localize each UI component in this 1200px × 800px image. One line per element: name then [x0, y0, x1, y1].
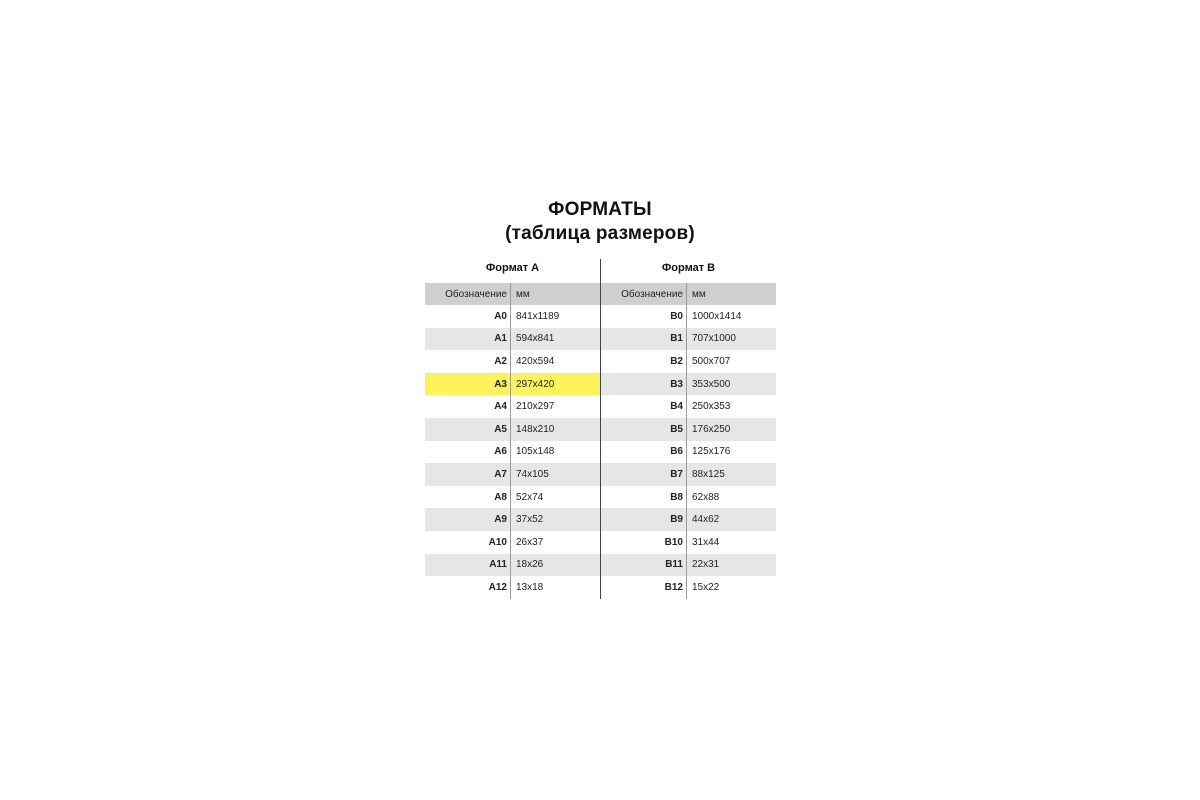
format-code: B4	[601, 395, 687, 418]
format-code: B6	[601, 441, 687, 464]
format-size: 176x250	[692, 423, 731, 435]
page-title-block	[0, 198, 1200, 246]
table-row	[601, 373, 776, 396]
format-code: B7	[601, 463, 687, 486]
table-row	[425, 305, 600, 328]
page-subtitle: (таблица размеров)	[505, 223, 695, 244]
table-row	[601, 576, 776, 599]
page-title: ФОРМАТЫ	[548, 199, 652, 220]
format-size: 841x1189	[516, 310, 560, 322]
format-code: A1	[425, 328, 511, 351]
header-size-label: мм	[692, 288, 706, 300]
table-row	[425, 350, 600, 373]
format-code: A9	[425, 508, 511, 531]
format-code: A7	[425, 463, 511, 486]
table-row	[425, 576, 600, 599]
format-code: B11	[601, 554, 687, 577]
table-row	[601, 441, 776, 464]
format-size: 52x74	[516, 491, 544, 503]
format-size: 62x88	[692, 491, 720, 503]
table-row	[425, 441, 600, 464]
table-row	[425, 554, 600, 577]
table-row	[425, 395, 600, 418]
format-size: 500x707	[692, 355, 731, 367]
format-code: B2	[601, 350, 687, 373]
format-b-title: Формат В	[661, 262, 716, 274]
header-code-label: Обозначение	[601, 283, 687, 305]
format-size: 420x594	[516, 355, 555, 367]
format-size: 594x841	[516, 333, 555, 345]
format-b-column	[601, 257, 776, 599]
table-row	[601, 508, 776, 531]
format-a-rows	[425, 305, 600, 599]
table-row	[601, 328, 776, 351]
format-code: B12	[601, 576, 687, 599]
format-size: 26x37	[516, 536, 544, 548]
table-row	[425, 418, 600, 441]
format-size: 148x210	[516, 423, 555, 435]
format-a-header-row	[425, 283, 600, 305]
format-code: A10	[425, 531, 511, 554]
format-code: A11	[425, 554, 511, 577]
format-b-rows	[601, 305, 776, 599]
format-code: A8	[425, 486, 511, 509]
format-size: 37x52	[516, 514, 544, 526]
formats-table	[425, 257, 776, 599]
format-size: 353x500	[692, 378, 731, 390]
format-code: A4	[425, 395, 511, 418]
format-b-header-row	[601, 283, 776, 305]
format-size: 31x44	[692, 536, 720, 548]
table-row	[601, 554, 776, 577]
format-size: 297x420	[516, 378, 555, 390]
table-row	[425, 328, 600, 351]
format-code: B5	[601, 418, 687, 441]
format-code: B10	[601, 531, 687, 554]
format-size: 210x297	[516, 401, 555, 413]
format-a-column	[425, 257, 600, 599]
format-size: 1000x1414	[692, 310, 742, 322]
header-size-label: мм	[516, 288, 530, 300]
format-code: A0	[425, 305, 511, 328]
format-size: 13x18	[516, 581, 544, 593]
table-row	[601, 350, 776, 373]
format-code: A12	[425, 576, 511, 599]
table-row	[601, 486, 776, 509]
format-code: B3	[601, 373, 687, 396]
format-size: 74x105	[516, 468, 549, 480]
table-row	[601, 463, 776, 486]
format-size: 22x31	[692, 559, 720, 571]
format-size: 125x176	[692, 446, 731, 458]
table-row	[601, 305, 776, 328]
format-code: B0	[601, 305, 687, 328]
format-size: 105x148	[516, 446, 555, 458]
format-size: 250x353	[692, 401, 731, 413]
table-row	[601, 395, 776, 418]
table-row	[425, 531, 600, 554]
table-row	[425, 463, 600, 486]
table-row	[425, 508, 600, 531]
table-row	[601, 418, 776, 441]
format-size: 88x125	[692, 468, 725, 480]
format-code: B8	[601, 486, 687, 509]
format-code: B9	[601, 508, 687, 531]
table-row	[601, 531, 776, 554]
table-row	[425, 373, 600, 396]
format-code: A5	[425, 418, 511, 441]
header-code-label: Обозначение	[425, 283, 511, 305]
format-size: 707x1000	[692, 333, 736, 345]
format-code: A3	[425, 373, 511, 396]
format-code: A2	[425, 350, 511, 373]
format-size: 18x26	[516, 559, 544, 571]
format-size: 44x62	[692, 514, 720, 526]
format-a-title: Формат А	[485, 262, 540, 274]
format-code: A6	[425, 441, 511, 464]
format-code: B1	[601, 328, 687, 351]
format-size: 15x22	[692, 581, 720, 593]
table-row	[425, 486, 600, 509]
